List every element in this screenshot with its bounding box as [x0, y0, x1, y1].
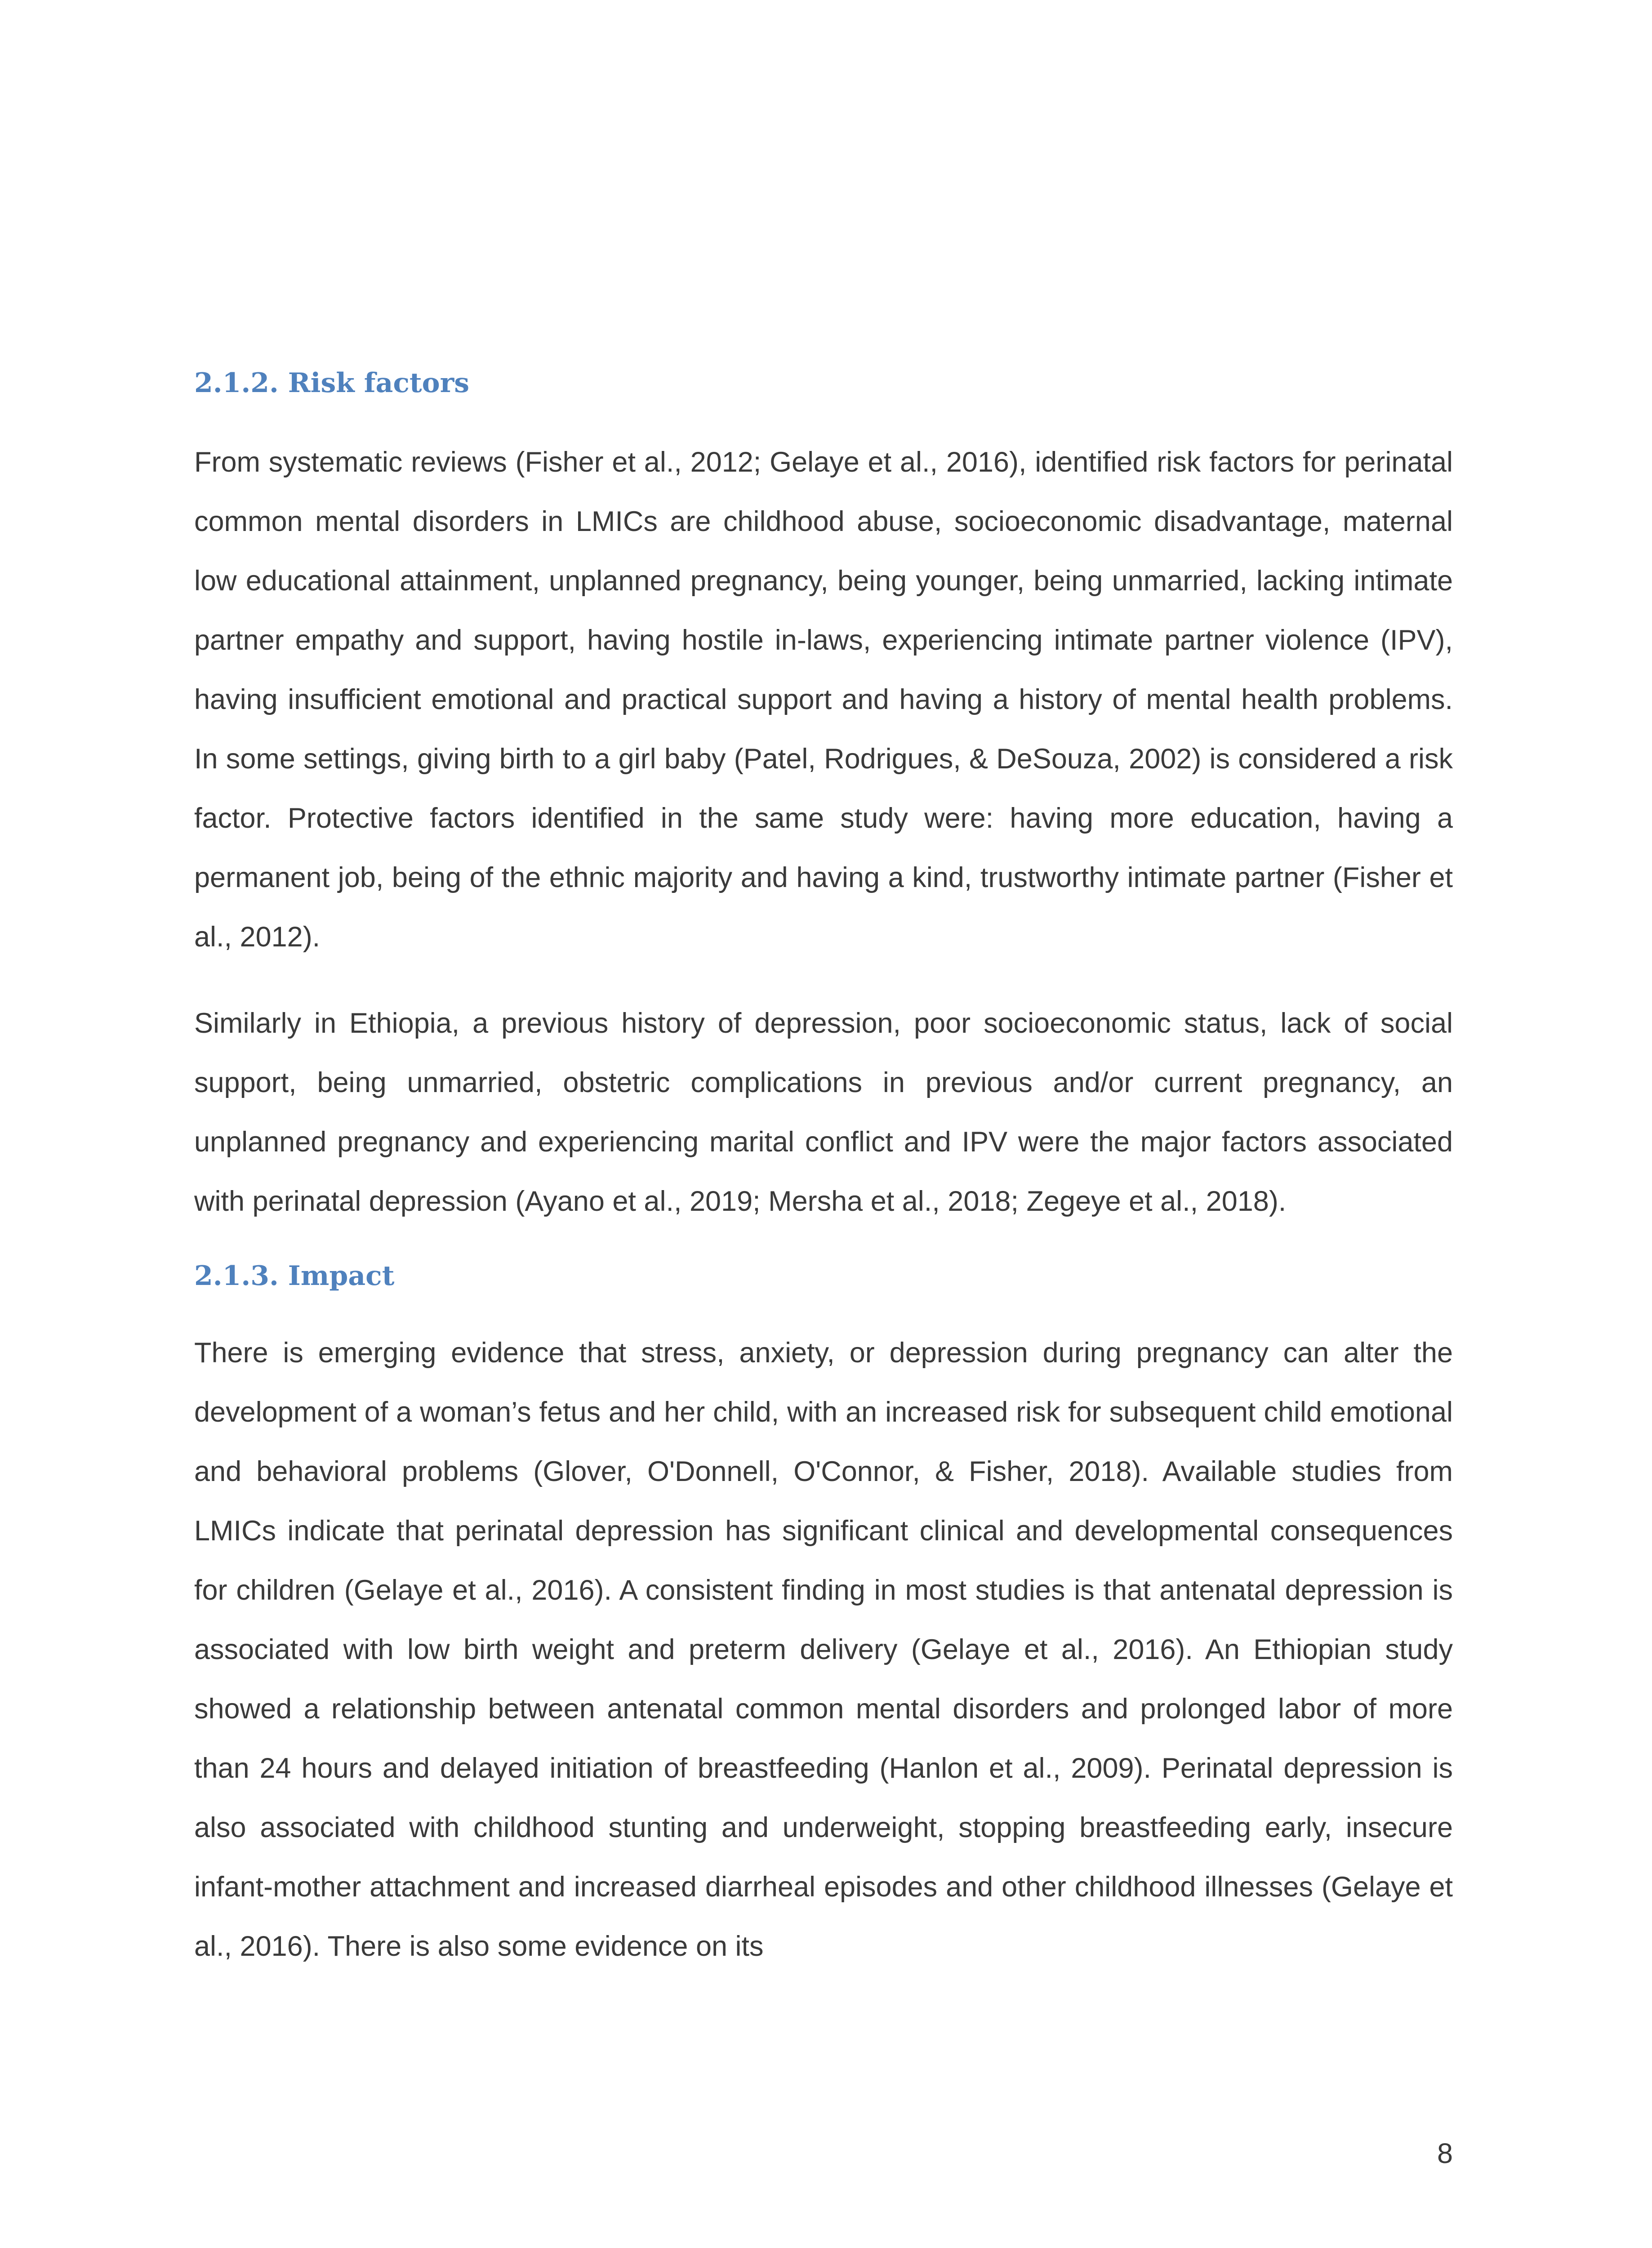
paragraph-ethiopia-factors: Similarly in Ethiopia, a previous history of depression, poor socioeconomic status, lack of social support, being unmarried, obstetric complications in previous and/or current pregnancy, an unplanned pregnancy and experiencing marital conflict and IPV were the major factors associated with perinatal depression (Ayano et al., 2019; Mersha et al., 2018; Zegeye et al., 2018).: [194, 1008, 1453, 1217]
paragraph-risk-factors: From systematic reviews (Fisher et al., 2012; Gelaye et al., 2016), identified risk factors for perinatal common mental disorders in LMICs are childhood abuse, socioeconomic disadvantage, maternal low educational attainment, unplanned pregnancy, being younger, being unmarried, lacking intimate partner empathy and support, having hostile in-laws, experiencing intimate partner violence (IPV), having insufficient emotional and practical support and having a history of mental health problems. In some settings, giving birth to a girl baby (Patel, Rodrigues, & DeSouza, 2002) is considered a risk factor. Protective factors identified in the same study were: having more education, having a permanent job, being of the ethnic majority and having a kind, trustworthy intimate partner (Fisher et al., 2012).: [194, 446, 1453, 953]
page-content: [194, 365, 1453, 1976]
page-number: 8: [1437, 2138, 1453, 2169]
paragraph-impact: There is emerging evidence that stress, anxiety, or depression during pregnancy can alter the development of a woman’s fetus and her child, with an increased risk for subsequent child emotional and behavioral problems (Glover, O'Donnell, O'Connor, & Fisher, 2018). Available studies from LMICs indicate that perinatal depression has significant clinical and developmental consequences for children (Gelaye et al., 2016). A consistent finding in most studies is that antenatal depression is associated with low birth weight and preterm delivery (Gelaye et al., 2016). An Ethiopian study showed a relationship between antenatal common mental disorders and prolonged labor of more than 24 hours and delayed initiation of breastfeeding (Hanlon et al., 2009). Perinatal depression is also associated with childhood stunting and underweight, stopping breastfeeding early, insecure infant-mother attachment and increased diarrheal episodes and other childhood illnesses (Gelaye et al., 2016). There is also some evidence on its: [194, 1337, 1453, 1962]
section-heading-impact: 2.1.3. Impact: [194, 1260, 395, 1292]
section-heading-risk-factors: 2.1.2. Risk factors: [194, 367, 470, 399]
